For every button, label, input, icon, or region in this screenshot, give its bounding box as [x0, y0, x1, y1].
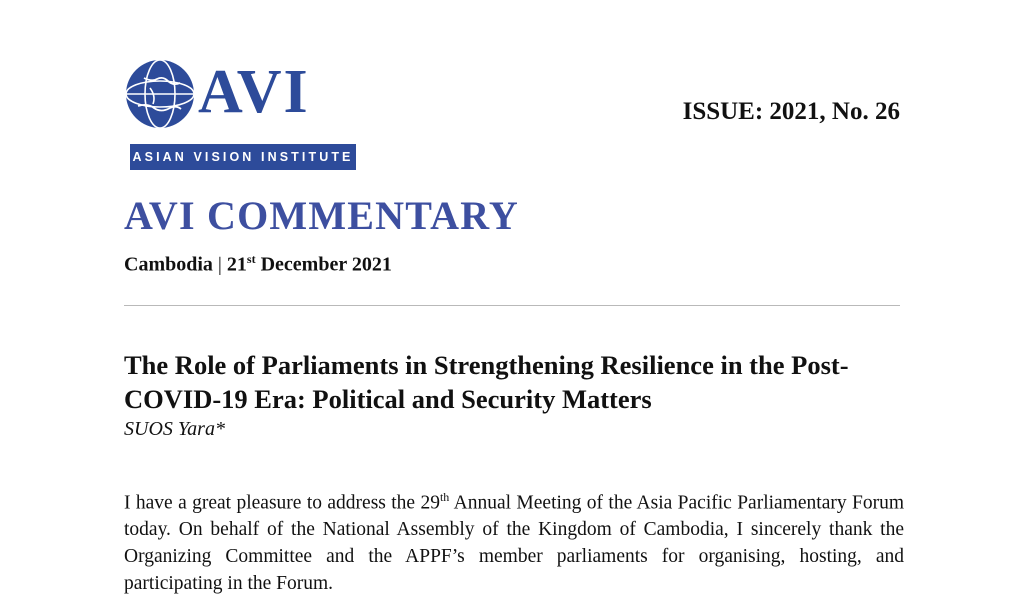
paragraph-ordinal: th	[440, 490, 449, 504]
document-header	[0, 40, 1024, 160]
header-divider	[124, 305, 900, 306]
masthead-title: AVI COMMENTARY	[124, 192, 519, 239]
dateline-separator: |	[218, 254, 222, 276]
globe-icon	[124, 58, 196, 130]
issue-number: ISSUE: 2021, No. 26	[683, 98, 900, 126]
avi-wordmark: AVI	[198, 54, 310, 130]
paragraph-part-1: I have a great pleasure to address the 29	[124, 492, 440, 513]
dateline-rest: December 2021	[256, 254, 392, 276]
dateline	[124, 252, 392, 277]
dateline-day: 21	[227, 254, 247, 276]
article-title: The Role of Parliaments in Strengthening Resilience in the Post-COVID-19 Era: Political and Security Matters	[124, 348, 914, 416]
paragraph-part-2: Annual Meeting of the Asia Pacific Parliamentary Forum today. On behalf of the National Assembly of the Kingdom of Cambodia, I sincerely thank the Organizing Committee and the APPF’s member parliaments for organising, hosting, and participating in the Forum.	[124, 492, 904, 594]
avi-tagline: ASIAN VISION INSTITUTE	[130, 144, 356, 170]
avi-logo	[124, 56, 356, 166]
dateline-ordinal: st	[247, 252, 256, 266]
article-paragraph	[124, 484, 904, 597]
dateline-location: Cambodia	[124, 254, 213, 276]
article-author: SUOS Yara*	[124, 418, 225, 441]
